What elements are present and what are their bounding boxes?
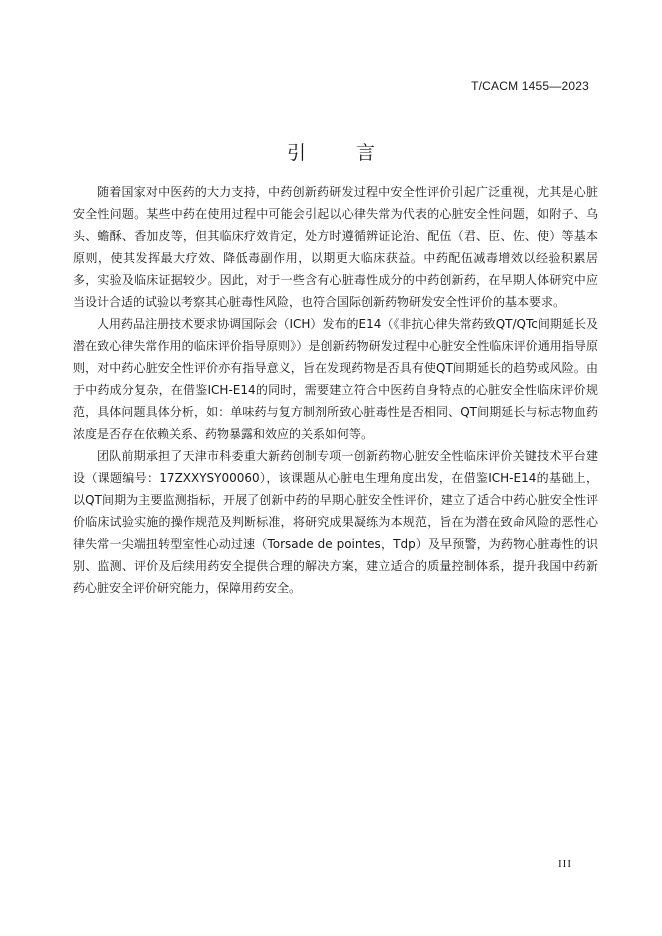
paragraph-3: 团队前期承担了天津市科委重大新药创制专项一创新药物心脏安全性临床评价关键技术平台建设（课题编号：17ZXXYSY00060），该课题从心脏电生理角度出发，在借鉴ICH-E14的基础上，以QT间期为主要监测指标，开展了创新中药的早期心脏安全性评价，建立了适合中药心脏安全性评价临床试验实施的操作规范及判断标准，将研究成果凝练为本规范，旨在为潜在致命风险的恶性心律失常一尖端扭转型室性心动过速（Torsade de pointes，Tdp）及早预警，为药物心脏毒性的识别、监测、评价及后续用药安全提供合理的解决方案，建立适合的质量控制体系，提升我国中药新药心脏安全评价研究能力，保障用药安全。 bbox=[73, 449, 598, 595]
body-text bbox=[73, 181, 598, 599]
paragraph-2: 人用药品注册技术要求协调国际会（ICH）发布的E14（《非抗心律失常药致QT/QTc间期延长及潜在致心律失常作用的临床评价指导原则》）是创新药物研发过程中心脏安全性临床评价通用指导原则，对中药心脏安全性评价亦有指导意义，旨在发现药物是否具有使QT间期延长的趋势或风险。由于中药成分复杂，在借鉴ICH-E14的同时，需要建立符合中医药自身特点的心脏安全性临床评价规范，具体问题具体分析，如：单味药与复方制剂所致心脏毒性是否相同、QT间期延长与标志物血药浓度是否存在依赖关系、药物暴露和效应的关系如何等。 bbox=[73, 317, 598, 441]
document-code: T/CACM 1455—2023 bbox=[471, 79, 589, 93]
paragraph-1: 随着国家对中医药的大力支持，中药创新药研发过程中安全性评价引起广泛重视，尤其是心脏安全性问题。某些中药在使用过程中可能会引起以心律失常为代表的心脏安全性问题，如附子、乌头、蟾酥、香加皮等，但其临床疗效肯定，处方时遵循辨证论治、配伍（君、臣、佐、使）等基本原则，使其发挥最大疗效、降低毒副作用，以期更大临床获益。中药配伍减毒增效以经验积累居多，实验及临床证据较少。因此，对于一些含有心脏毒性成分的中药创新药，在早期人体研究中应当设计合适的试验以考察其心脏毒性风险，也符合国际创新药物研发安全性评价的基本要求。 bbox=[73, 185, 598, 309]
page-number: III bbox=[558, 858, 572, 870]
section-title: 引 言 bbox=[286, 142, 398, 164]
